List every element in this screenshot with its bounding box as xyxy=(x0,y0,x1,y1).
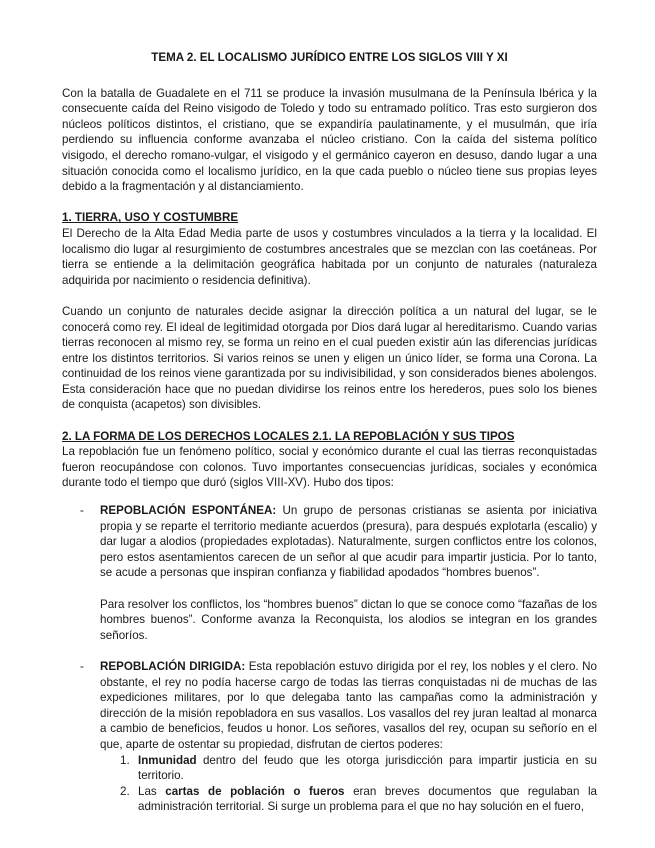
list-item xyxy=(62,503,597,643)
dirigida-paragraph xyxy=(100,659,597,753)
espontanea-label: REPOBLACIÓN ESPONTÁNEA: xyxy=(100,504,277,518)
inmunidad-label: Inmunidad xyxy=(138,753,197,767)
fueros-text: eran breves documentos que regulaban la administración territorial. Si surge un problema para el que no hay solución en el fuero, xyxy=(138,784,597,814)
espontanea-text: Un grupo de personas cristianas se asienta por iniciativa propia y se reparte el territorio mediante acuerdos (presura), para después explotarla (escalio) y dar lugar a alodios (propiedades explotadas). Naturalmente, surgen conflictos entre los colonos, pero estos asentamientos carecen de un señor al que acudir para impartir justicia. Por lo tanto, se acude a personas que inspiran confianza y fiabilidad apodados “hombres buenos”. xyxy=(100,504,597,580)
inmunidad-text: dentro del feudo que les otorga jurisdicción para impartir justicia en su territorio. xyxy=(138,753,597,783)
dirigida-label: REPOBLACIÓN DIRIGIDA: xyxy=(100,659,246,673)
list-dash: - xyxy=(80,504,84,518)
list-number: 2. xyxy=(120,784,130,798)
section-2-heading: 2. LA FORMA DE LOS DERECHOS LOCALES 2.1. LA REPOBLACIÓN Y SUS TIPOS xyxy=(62,429,515,443)
list-item xyxy=(100,784,597,815)
repoblacion-types-list xyxy=(62,503,597,815)
fueros-label: cartas de población o fueros xyxy=(165,784,345,798)
fueros-paragraph xyxy=(138,784,597,815)
list-dash: - xyxy=(80,659,84,673)
section-2-paragraph-1: La repoblación fue un fenómeno político, social y económico durante el cual las tierras reconquistadas fueron reocupándose con colonos. Tuvo importantes consecuencias jurídicas, sociales y económica durante todo el tiempo que duró (siglos VIII-XV). Hubo dos tipos: xyxy=(62,445,597,490)
poderes-list xyxy=(100,753,597,815)
intro-paragraph: Con la batalla de Guadalete en el 711 se produce la invasión musulmana de la Península Ibérica y la consecuente caída del Reino visigodo de Toledo y todo su entramado político. Tras esto surgieron dos núcleos políticos distintos, el cristiano, que se expandiría paulatinamente, y el musulmán, que iría perdiendo su influencia conforme avanzaba el núcleo cristiano. Con la caída del sistema político visigodo, el derecho romano-vulgar, el visigodo y el germánico cayeron en desuso, dando lugar a una situación conocida como el localismo jurídico, en la que cada pueblo o núcleo tiene sus propias leyes debido a la fragmentación y al distanciamiento. xyxy=(62,86,597,194)
section-1-heading: 1. TIERRA, USO Y COSTUMBRE xyxy=(62,211,239,225)
page-title: TEMA 2. EL LOCALISMO JURÍDICO ENTRE LOS SIGLOS VIII Y XI xyxy=(151,51,508,64)
section-1-paragraph-2: Cuando un conjunto de naturales decide asignar la dirección política a un natural del lugar, se le conocerá como rey. El ideal de legitimidad otorgada por Dios dará lugar al hereditarismo. Cuando varias tierras reconocen al mismo rey, se forma un reino en el cual pueden existir aún las diferencias jurídicas entre los distintos territorios. Si varios reinos se unen y eligen un único líder, se forma una Corona. La continuidad de los reinos viene garantizada por su indivisibilidad, y son considerados bienes abolengos. Esta consideración hace que no puedan dividirse los reinos entre los herederos, pues solo los bienes de conquista (acapetos) son divisibles. xyxy=(62,304,597,412)
list-item xyxy=(62,659,597,815)
dirigida-text: Esta repoblación estuvo dirigida por el rey, los nobles y el clero. No obstante, el rey no podía hacerse cargo de todas las tierras conquistadas ni de muchas de las expediciones militares, por lo que delegaba tanto las campañas como la administración y dirección de la misión repobladora en sus vasallos. Los vasallos del rey juran lealtad al monarca a cambio de beneficios, feudos u honor. Los señores, vasallos del rey, ocupan su señorío en el que, aparte de ostentar su propiedad, disfrutan de ciertos poderes: xyxy=(100,659,598,751)
list-number: 1. xyxy=(120,753,130,767)
inmunidad-paragraph xyxy=(138,753,597,784)
fueros-pre: Las xyxy=(138,784,166,798)
espontanea-paragraph-2: Para resolver los conflictos, los “hombres buenos” dictan lo que se conoce como “fazañas de los hombres buenos”. Conforme avanza la Reconquista, los alodios se integran en los grandes señoríos. xyxy=(100,597,597,642)
espontanea-paragraph xyxy=(100,503,597,581)
section-1-paragraph-1: El Derecho de la Alta Edad Media parte de usos y costumbres vinculados a la tierra y la localidad. El localismo dio lugar al resurgimiento de costumbres ancestrales que se mezclan con las coetáneas. Por tierra se entiende a la delimitación geográfica habitada por un conjunto de naturales (naturaleza adquirida por nacimiento o residencia definitiva). xyxy=(62,226,597,287)
list-item xyxy=(100,753,597,784)
